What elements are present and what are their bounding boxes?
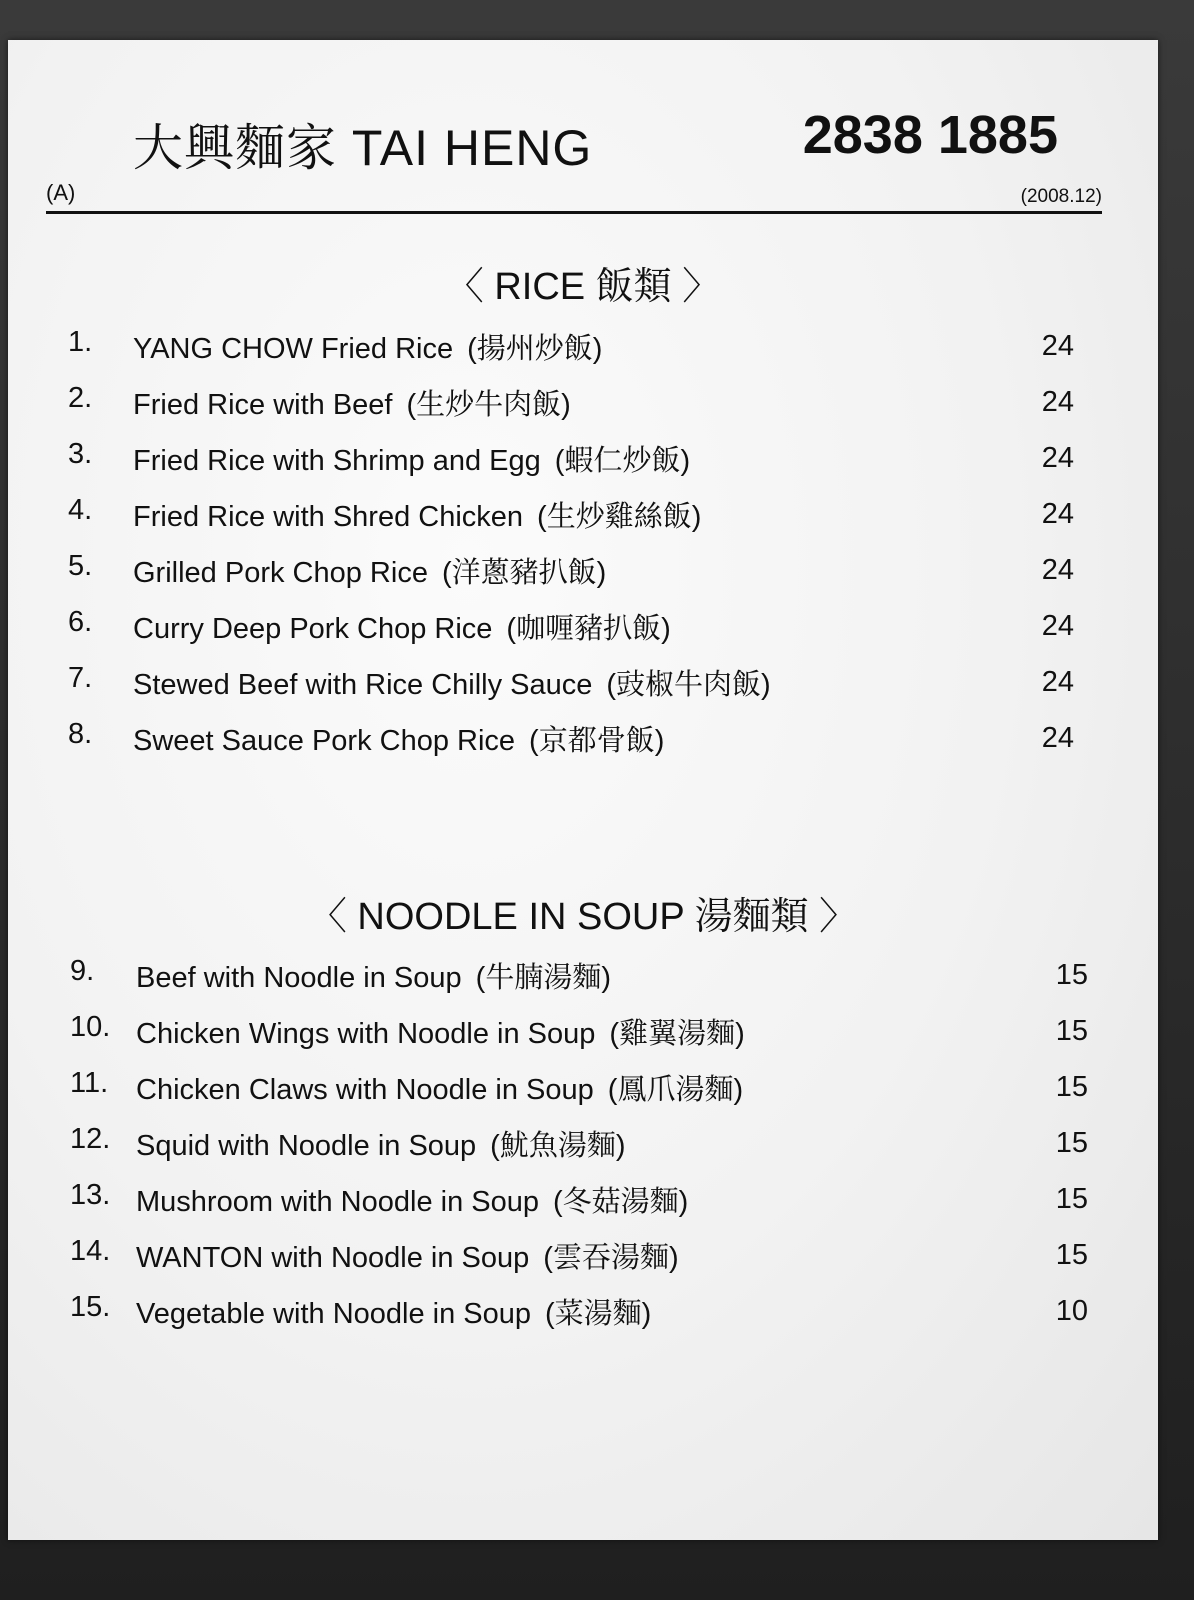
item-price: 24: [1041, 330, 1074, 362]
item-name: [136, 1067, 743, 1108]
phone-number: 2838 1885: [802, 105, 1058, 165]
item-number: 10.: [70, 1011, 111, 1043]
item-name: [136, 1291, 651, 1332]
item-number: 7.: [68, 662, 93, 694]
item-name-zh: (菜湯麵): [545, 1298, 652, 1330]
item-name-en: Fried Rice with Shred Chicken: [133, 501, 524, 533]
menu-date: (2008.12): [1020, 186, 1102, 207]
menu-item: [8, 1225, 1158, 1281]
item-name-zh: (蝦仁炒飯): [554, 445, 691, 477]
item-price: 24: [1041, 610, 1074, 642]
item-name-en: YANG CHOW Fried Rice: [133, 333, 454, 365]
item-number: 6.: [68, 606, 93, 638]
item-price: 15: [1055, 959, 1088, 991]
item-name-zh: (雞翼湯麵): [609, 1018, 745, 1050]
item-name-en: Fried Rice with Beef: [133, 389, 393, 421]
item-number: 9.: [70, 955, 95, 987]
item-name-en: Curry Deep Pork Chop Rice: [133, 613, 493, 645]
item-number: 4.: [68, 494, 93, 526]
item-name: [133, 718, 664, 759]
item-name-zh: (魷魚湯麵): [490, 1130, 626, 1162]
section-title-rice: 〈 RICE 飯類 〉: [445, 266, 721, 308]
item-name-en: Stewed Beef with Rice Chilly Sauce: [133, 669, 593, 701]
item-name-zh: (冬菇湯麵): [552, 1186, 689, 1218]
item-price: 15: [1055, 1071, 1088, 1103]
item-name-zh: (生炒雞絲飯): [537, 501, 702, 533]
item-name: [133, 438, 690, 479]
item-name-en: Beef with Noodle in Soup: [136, 962, 462, 994]
item-price: 24: [1041, 386, 1074, 418]
item-price: 10: [1055, 1295, 1088, 1327]
item-price: 24: [1041, 722, 1074, 754]
item-name-zh: (豉椒牛肉飯): [606, 669, 771, 701]
item-name-zh: (牛腩湯麵): [475, 962, 611, 994]
menu-item: [8, 1113, 1158, 1169]
menu-item: [8, 945, 1158, 1001]
item-name-zh: (鳳爪湯麵): [607, 1074, 744, 1106]
item-name: [136, 1179, 688, 1220]
item-name: [133, 494, 701, 535]
item-price: 15: [1055, 1015, 1088, 1047]
menu-item: [8, 1057, 1158, 1113]
item-price: 15: [1055, 1183, 1088, 1215]
item-name: [136, 955, 611, 996]
item-name: [136, 1011, 745, 1052]
menu-item: [8, 652, 1158, 708]
section-title-noodle: 〈 NOODLE IN SOUP 湯麵類 〉: [308, 896, 858, 938]
item-number: 12.: [70, 1123, 111, 1155]
menu-item: [8, 372, 1158, 428]
item-name: [133, 662, 771, 703]
item-number: 3.: [68, 438, 93, 470]
item-price: 24: [1041, 554, 1074, 586]
item-name-en: Mushroom with Noodle in Soup: [136, 1186, 539, 1218]
menu-item: [8, 428, 1158, 484]
item-name-en: Sweet Sauce Pork Chop Rice: [133, 725, 516, 757]
item-price: 15: [1055, 1239, 1088, 1271]
restaurant-title: 大興麵家 TAI HENG: [133, 120, 593, 176]
item-name-zh: (洋蔥豬扒飯): [441, 557, 607, 589]
item-number: 14.: [70, 1235, 111, 1267]
item-name: [133, 550, 606, 591]
item-number: 13.: [70, 1179, 111, 1211]
menu-item: [8, 596, 1158, 652]
noodle-menu-list: [8, 945, 1158, 1337]
item-name: [136, 1235, 679, 1276]
item-name: [133, 606, 671, 647]
menu-item: [8, 708, 1158, 764]
item-number: 1.: [68, 326, 93, 358]
header-divider: [46, 211, 1102, 214]
menu-item: [8, 316, 1158, 372]
item-number: 8.: [68, 718, 93, 750]
item-name-zh: (生炒牛肉飯): [406, 389, 571, 421]
menu-item: [8, 1281, 1158, 1337]
item-name-en: Chicken Wings with Noodle in Soup: [136, 1018, 596, 1050]
item-name-zh: (京都骨飯): [529, 725, 665, 757]
menu-item: [8, 484, 1158, 540]
item-price: 24: [1041, 666, 1074, 698]
item-name-en: Fried Rice with Shrimp and Egg: [133, 445, 541, 477]
menu-item: [8, 1169, 1158, 1225]
item-price: 15: [1055, 1127, 1088, 1159]
menu-code: (A): [46, 180, 76, 205]
item-name-zh: (揚州炒飯): [467, 333, 603, 365]
item-name: [133, 326, 602, 367]
item-name-en: Squid with Noodle in Soup: [136, 1130, 477, 1162]
item-number: 11.: [70, 1067, 109, 1099]
item-name-zh: (雲吞湯麵): [543, 1242, 679, 1274]
item-name-en: WANTON with Noodle in Soup: [136, 1242, 530, 1274]
item-number: 15.: [70, 1291, 111, 1323]
item-name-en: Grilled Pork Chop Rice: [133, 557, 428, 589]
item-price: 24: [1041, 442, 1074, 474]
item-name: [136, 1123, 626, 1164]
menu-header: [8, 40, 1158, 220]
item-name-zh: (咖喱豬扒飯): [506, 613, 671, 645]
menu-sheet: [8, 40, 1158, 1540]
item-name-en: Chicken Claws with Noodle in Soup: [136, 1074, 594, 1106]
menu-item: [8, 1001, 1158, 1057]
item-price: 24: [1041, 498, 1074, 530]
item-name-en: Vegetable with Noodle in Soup: [136, 1298, 532, 1330]
item-name: [133, 382, 571, 423]
rice-menu-list: [8, 316, 1158, 764]
item-number: 2.: [68, 382, 93, 414]
item-number: 5.: [68, 550, 93, 582]
menu-item: [8, 540, 1158, 596]
